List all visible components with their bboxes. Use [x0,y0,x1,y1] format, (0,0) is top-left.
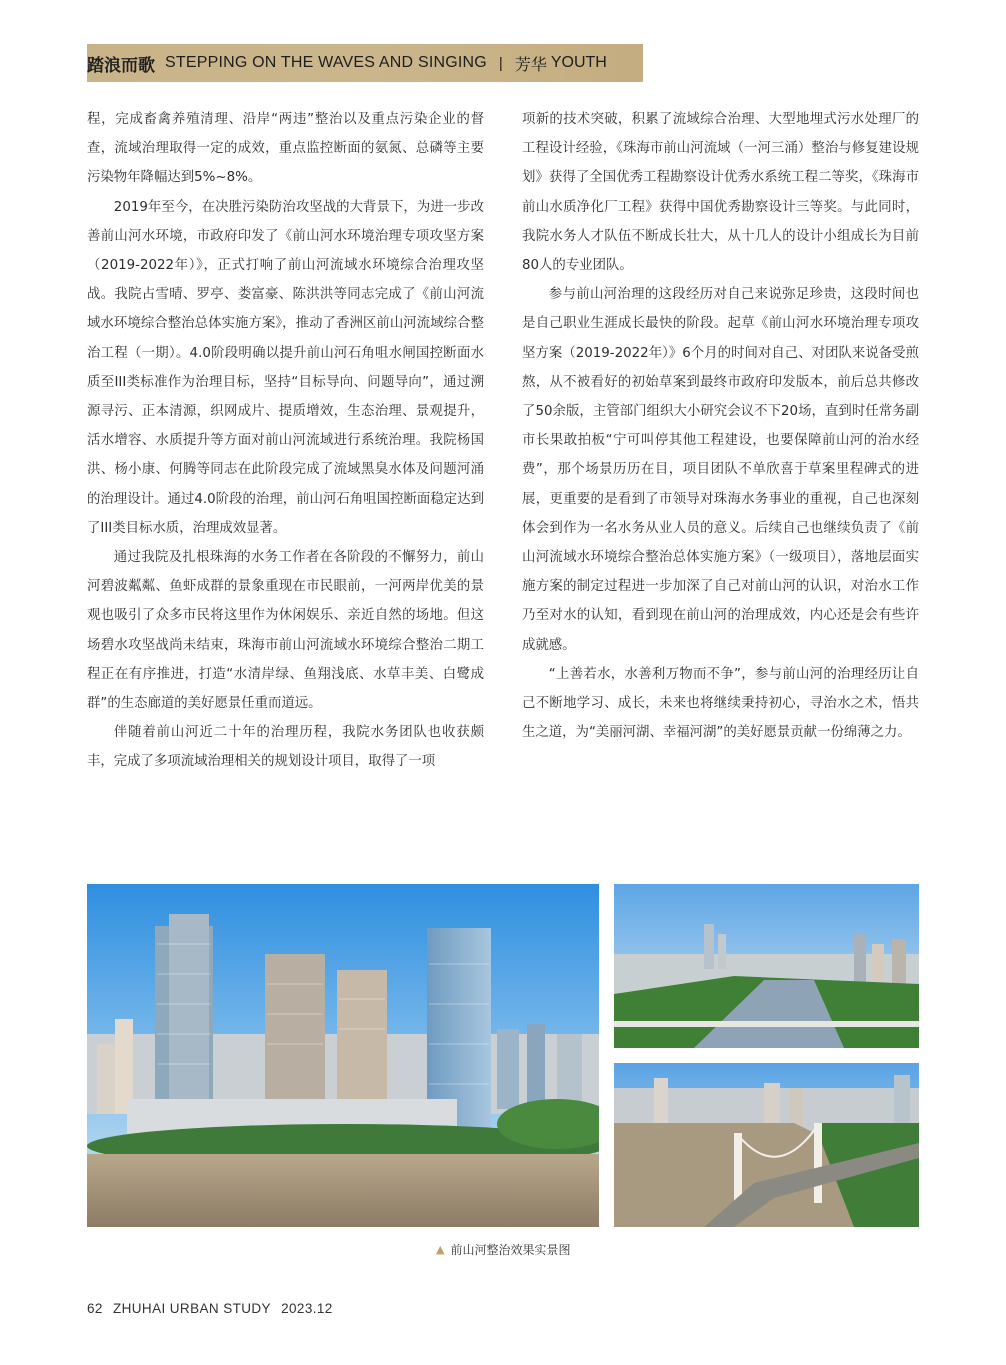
left-text-column [87,105,484,777]
header-separator: | [498,54,503,72]
paragraph: 2019年至今，在决胜污染防治攻坚战的大背景下，为进一步改善前山河水环境，市政府印发了《前山河水环境治理专项攻坚方案（2019-2022年）》，正式打响了前山河流域水环境综合治理攻坚战。我院占雪晴、罗亭、娄富豪、陈洪洪等同志完成了《前山河流域水环境综合整治总体实施方案》，推动了香洲区前山河流域综合整治工程（一期）。4.0阶段明确以提升前山河石角咀水闸国控断面水质至III类标准作为治理目标，坚持“目标导向、问题导向”，通过溯源寻污、正本清源，织网成片、提质增效，生态治理、景观提升，活水增容、水质提升等方面对前山河流域进行系统治理。我院杨国洪、杨小康、何腾等同志在此阶段完成了流域黑臭水体及问题河涌的治理设计。通过4.0阶段的治理，前山河石角咀国控断面稳定达到了III类目标水质，治理成效显著。 [87,199,484,536]
publication-name: ZHUHAI URBAN STUDY [112,1301,271,1316]
river-towers-photo [87,884,599,1227]
photo-caption [436,1241,570,1258]
paragraph: 项新的技术突破，积累了流域综合治理、大型地埋式污水处理厂的工程设计经验，《珠海市前山河流域（一河三涌）整治与修复建设规划》获得了全国优秀工程勘察设计优秀水系统工程二等奖，《珠海市前山水质净化厂工程》获得中国优秀勘察设计三等奖。与此同时，我院水务人才队伍不断成长壮大，从十几人的设计小组成长为目前80人的专业团队。 [522,112,919,274]
river-aerial-photo [614,884,919,1048]
paragraph: 参与前山河治理的这段经历对自己来说弥足珍贵，这段时间也是自己职业生涯成长最快的阶段。起草《前山河水环境治理专项攻坚方案（2019-2022年）》6个月的时间对自己、对团队来说备受煎熬，从不被看好的初始草案到最终市政府印发版本，前后总共修改了50余版，主管部门组织大小研究会议不下20场，直到时任常务副市长果敢拍板“宁可叫停其他工程建设，也要保障前山河的治水经费”，那个场景历历在目，项目团队不单欣喜于草案里程碑式的进展，更重要的是看到了市领导对珠海水务事业的重视，自己也深刻体会到作为一名水务从业人员的意义。后续自己也继续负责了《前山河流域水环境综合整治总体实施方案》（一级项目），落地层面实施方案的制定过程进一步加深了自己对前山河的认识，对治水工作乃至对水的认知，看到现在前山河的治理成效，内心还是会有些许成就感。 [522,287,919,653]
header-section-en: YOUTH [550,54,607,71]
paragraph: 通过我院及扎根珠海的水务工作者在各阶段的不懈努力，前山河碧波粼粼、鱼虾成群的景象重现在市民眼前，一河两岸优美的景观也吸引了众多市民将这里作为休闲娱乐、亲近自然的场地。但这场碧水攻坚战尚未结束，珠海市前山河流域水环境综合整治二期工程正在有序推进，打造“水清岸绿、鱼翔浅底、水草丰美、白鹭成群”的生态廊道的美好愿景任重而道远。 [87,550,484,712]
right-text-column [522,105,919,747]
header-section-zh: 芳华 [514,54,547,74]
page-footer [87,1301,339,1316]
page-header [87,44,643,82]
header-title-en: STEPPING ON THE WAVES AND SINGING [165,54,487,71]
header-title-zh: 踏浪而歌 [87,55,155,76]
paragraph: “上善若水，水善利万物而不争”，参与前山河的治理经历让自己不断地学习、成长，未来也将继续秉持初心，寻治水之术，悟共生之道，为“美丽河湖、幸福河湖”的美好愿景贡献一份绵薄之力。 [522,666,919,741]
issue-date: 2023.12 [281,1301,333,1316]
bridge-photo [614,1063,919,1227]
triangle-marker-icon: ▲ [436,1243,445,1256]
page-number: 62 [87,1301,103,1316]
paragraph: 伴随着前山河近二十年的治理历程，我院水务团队也收获颇丰，完成了多项流域治理相关的规划设计项目，取得了一项 [87,725,484,770]
caption-text: 前山河整治效果实景图 [450,1243,571,1257]
paragraph: 程，完成畜禽养殖清理、沿岸“两违”整治以及重点污染企业的督查，流域治理取得一定的成效，重点监控断面的氨氮、总磷等主要污染物年降幅达到5%~8%。 [87,112,484,186]
